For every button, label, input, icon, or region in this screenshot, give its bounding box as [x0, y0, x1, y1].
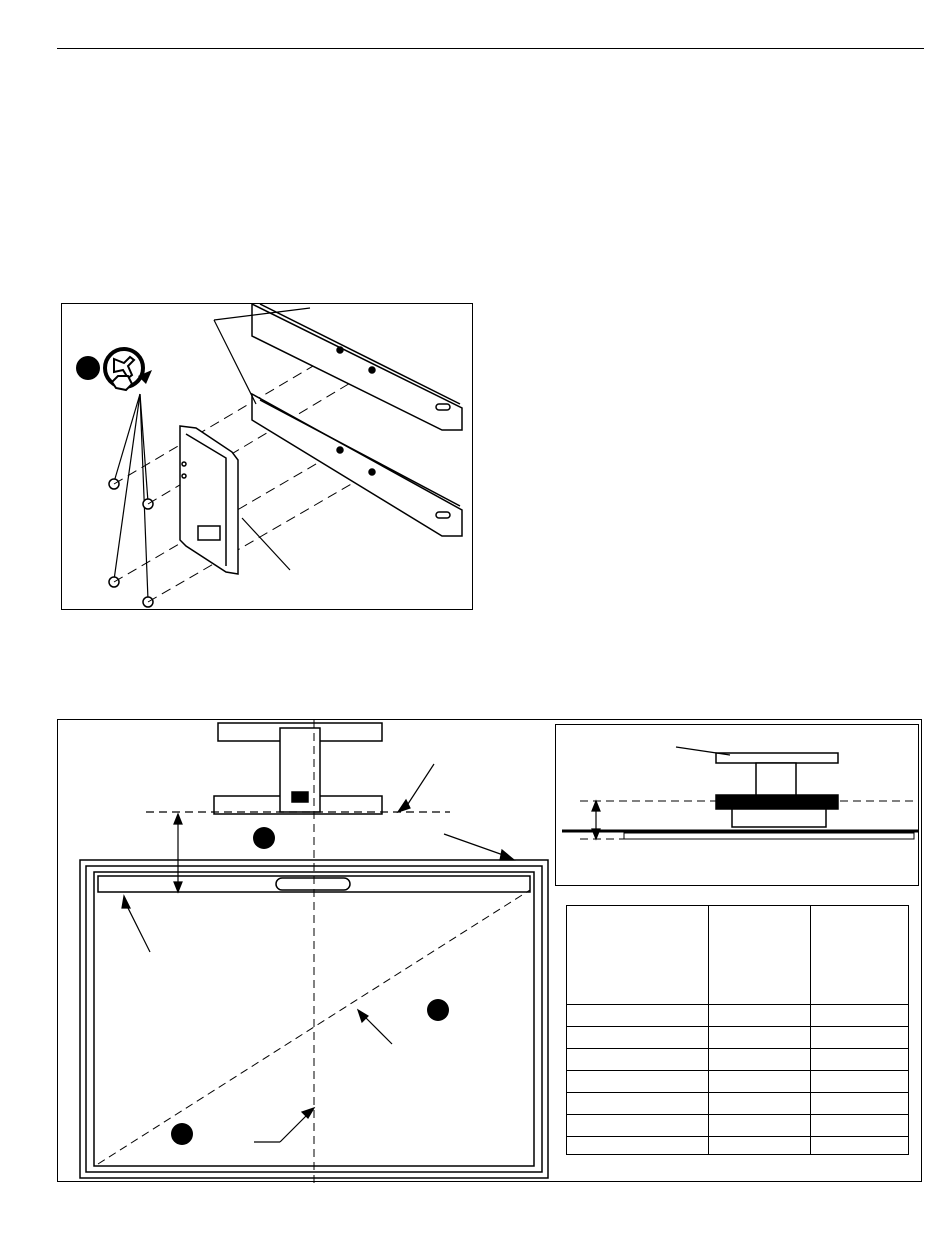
height-line-pointer — [398, 764, 434, 812]
bracket-callout — [242, 518, 290, 570]
placement-figure — [57, 719, 922, 1182]
assembly-drawing — [62, 304, 474, 611]
header-rule — [57, 48, 924, 49]
wrench-rotate-icon — [105, 349, 152, 390]
alignment-lines — [114, 350, 372, 602]
nut-leader-lines — [114, 394, 148, 600]
callout-bullet — [76, 356, 100, 380]
mount-bracket — [214, 723, 382, 814]
side-callout — [676, 747, 730, 755]
hex-nuts — [109, 479, 153, 607]
table-row — [567, 1115, 908, 1137]
vertical-distance-arrow — [174, 814, 182, 892]
marker-3 — [171, 1123, 193, 1145]
side-view-inset — [555, 724, 919, 886]
table-header-row — [567, 906, 908, 1005]
spec-table — [566, 905, 909, 1155]
table-row — [567, 1027, 908, 1049]
tv-side-profile — [624, 833, 914, 839]
side-distance-arrow — [592, 801, 600, 839]
center-bracket — [180, 426, 238, 574]
leader-arrows — [122, 834, 514, 1142]
side-view-drawing — [556, 725, 918, 885]
assembly-figure — [61, 303, 473, 610]
marker-1 — [253, 827, 275, 849]
marker-2 — [427, 999, 449, 1021]
table-row — [567, 1093, 908, 1115]
side-bracket — [716, 753, 838, 827]
table-row — [567, 1049, 908, 1071]
table-row — [567, 1005, 908, 1027]
table-row — [567, 1071, 908, 1093]
